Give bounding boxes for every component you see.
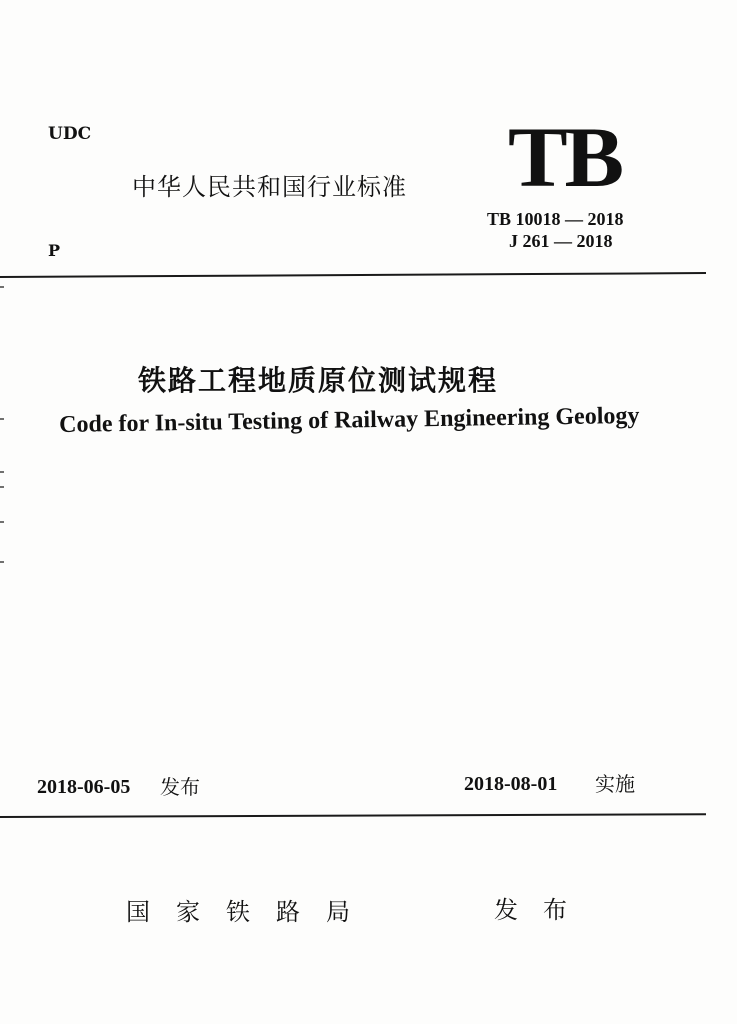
margin-mark (0, 521, 4, 523)
udc-label: UDC (48, 124, 92, 144)
margin-mark (0, 418, 4, 420)
effective-label: 实施 (595, 772, 635, 796)
effective-date: 2018-08-01 (464, 773, 558, 795)
publisher-label: 发布 (494, 896, 592, 924)
english-title: Code for In-situ Testing of Railway Engineering Geology (58, 402, 640, 438)
top-divider (0, 272, 706, 278)
bottom-divider (0, 813, 706, 818)
issue-label: 发布 (160, 775, 200, 799)
margin-mark (0, 561, 4, 563)
standard-number: TB 10018 — 2018 (487, 209, 624, 229)
record-number: J 261 — 2018 (509, 231, 613, 251)
tb-mark: TB (508, 109, 622, 205)
category-label: P (48, 241, 61, 260)
publisher: 国家铁路局 (126, 898, 376, 926)
chinese-title: 铁路工程地质原位测试规程 (138, 364, 499, 397)
margin-mark (0, 286, 4, 288)
margin-mark (0, 486, 4, 488)
standard-type: 中华人民共和国行业标准 (132, 173, 407, 201)
margin-mark (0, 471, 4, 473)
issue-date: 2018-06-05 (37, 776, 131, 798)
